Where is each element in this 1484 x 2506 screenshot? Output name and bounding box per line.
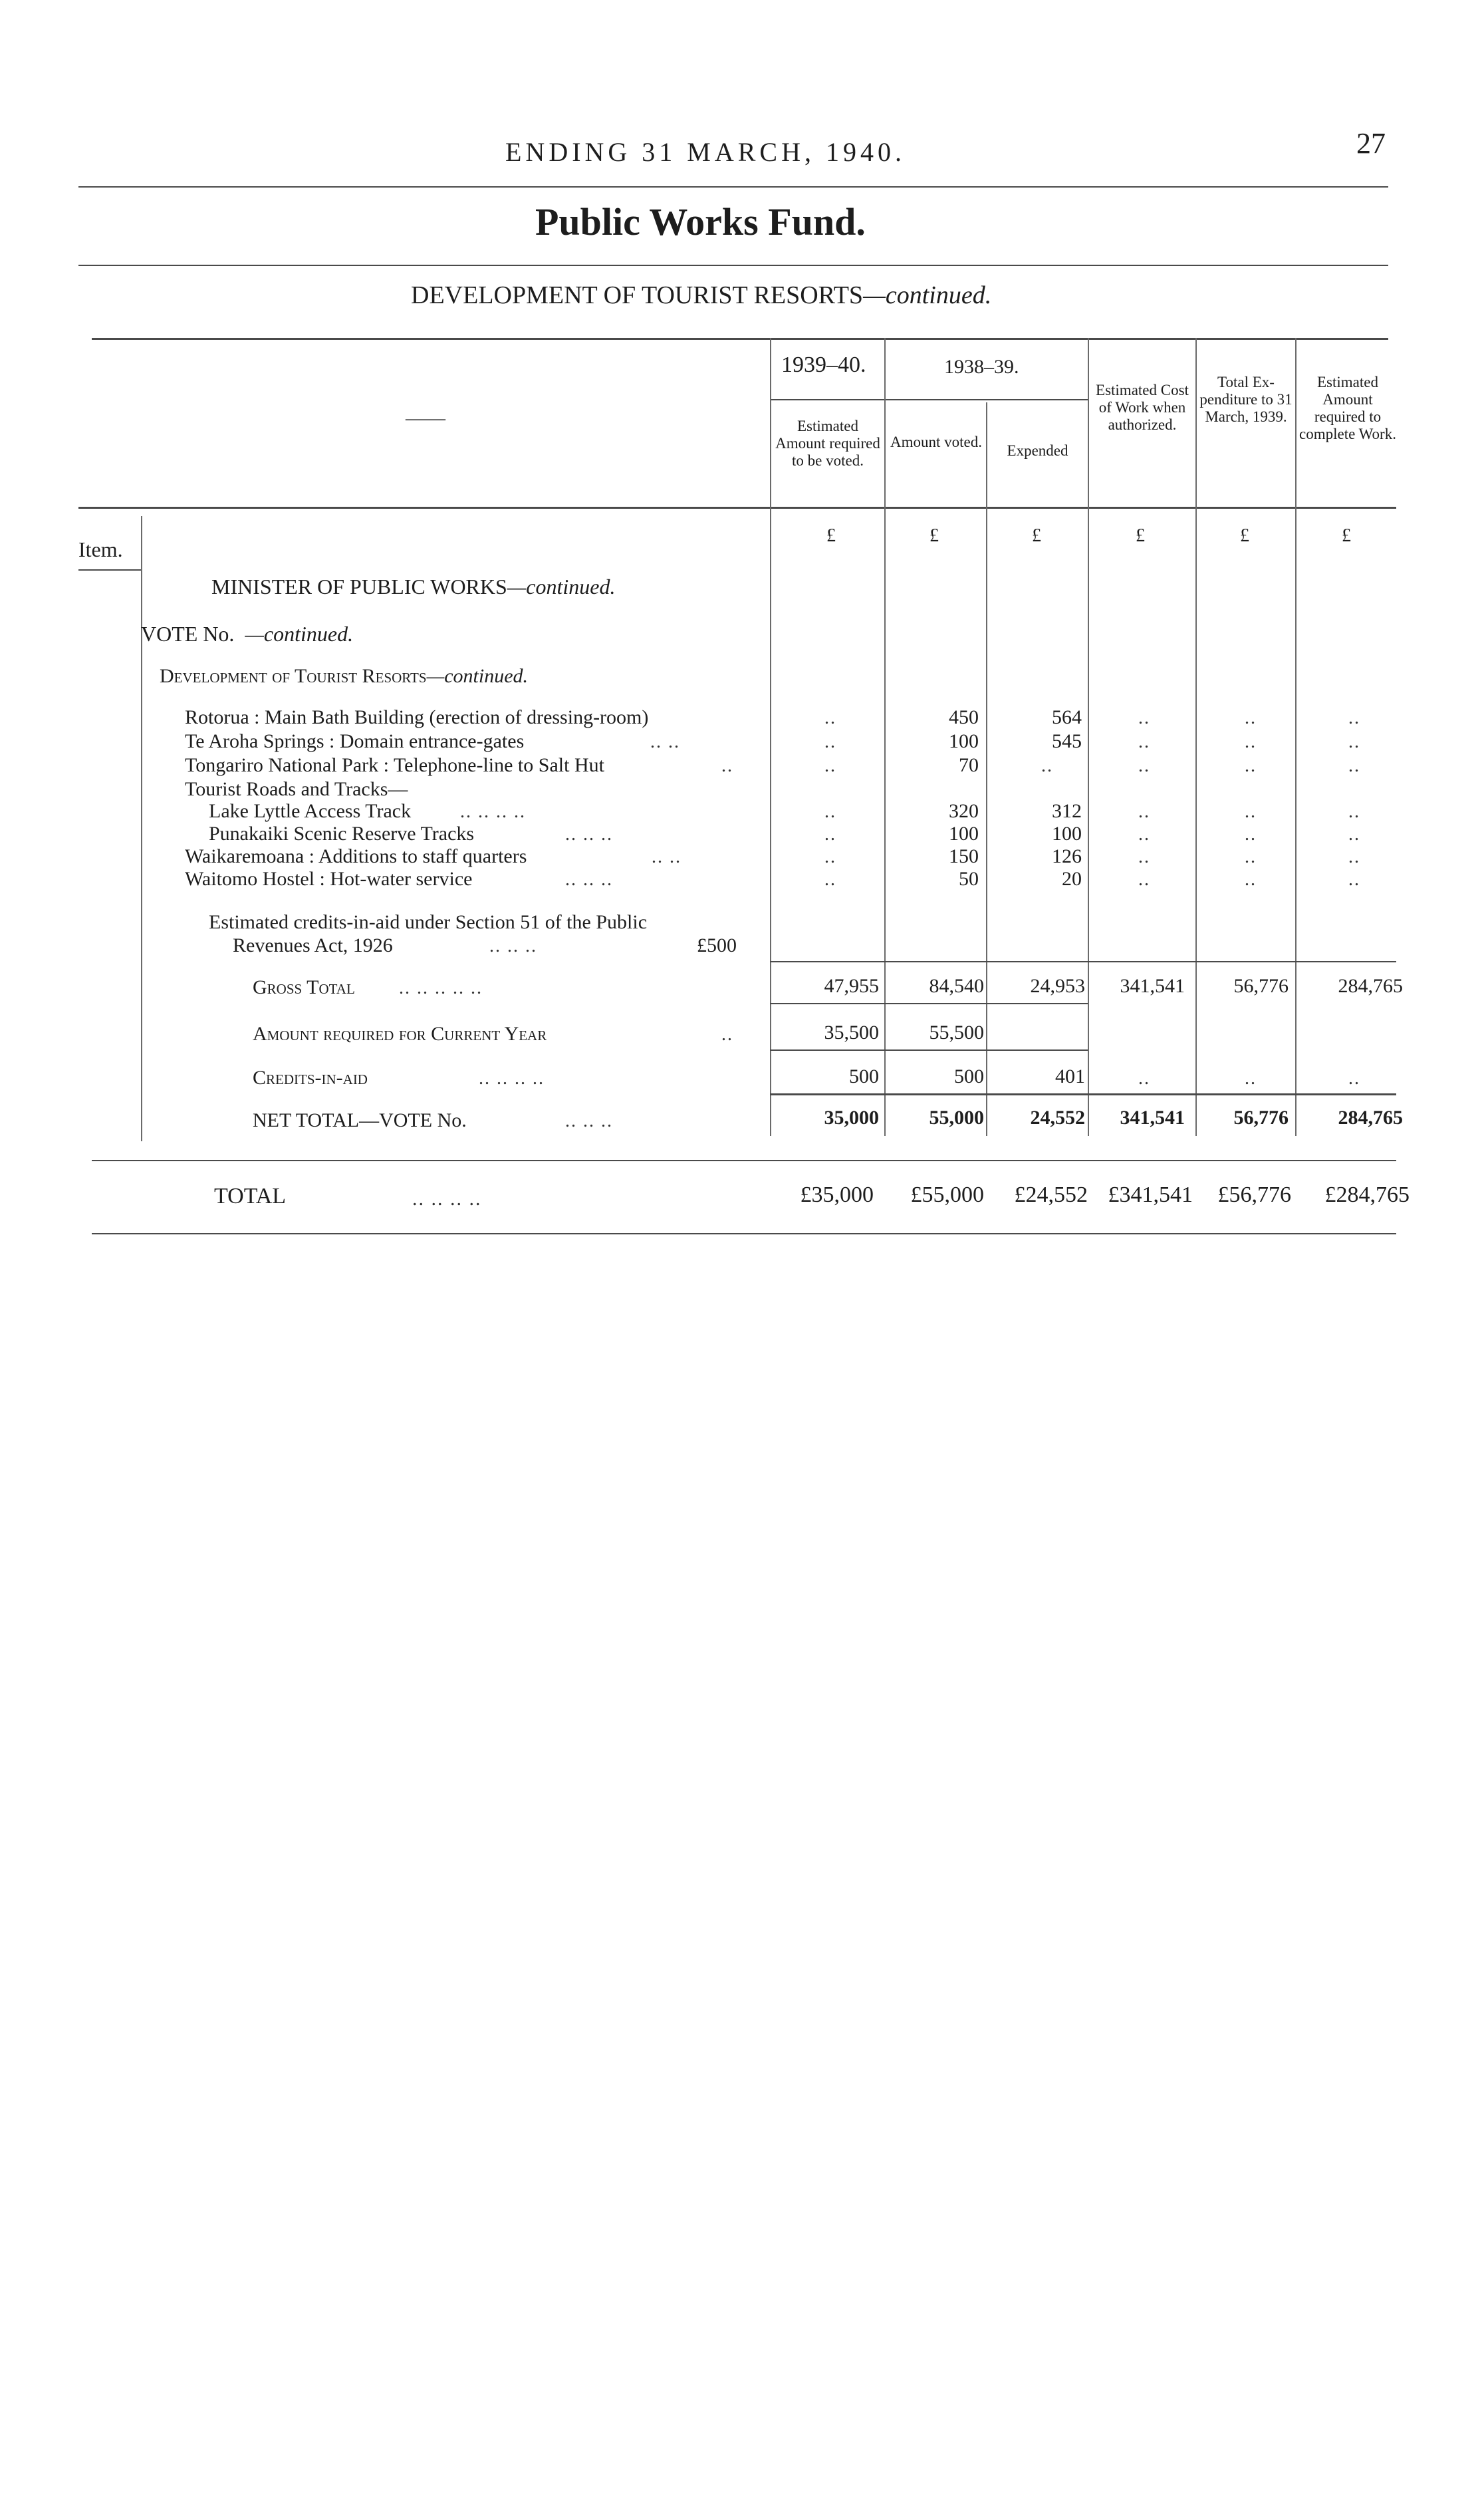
table-row-label: Waikaremoana : Additions to staff quarters [185,845,527,867]
gross-total-leader: .. .. .. .. .. [399,978,483,998]
fund-title: Public Works Fund. [535,200,866,243]
table-row-leader: .. .. .. [565,824,613,845]
pound-col3: £ [1032,525,1041,546]
est-amount-header: Estimated Amount required to be voted. [775,418,880,469]
table-row-voted: 70 [959,754,979,776]
table-row-label: Lake Lyttle Access Track [209,800,412,822]
gross-bottom-rule [770,1003,1088,1004]
credits-in-aid-c5: .. [1245,1068,1257,1089]
table-row-voted: 320 [949,800,979,822]
table-row-expended: 126 [1052,845,1082,867]
item-underline [78,569,141,571]
grand-total-label: TOTAL [214,1184,287,1208]
table-row-c4: .. [1138,732,1150,752]
table-row-leader: .. .. .. [565,869,613,890]
grand-total-c4: £341,541 [1108,1183,1193,1207]
table-row-expended: 545 [1052,730,1082,752]
col-rule-3 [986,402,987,1136]
header-rule [78,186,1388,188]
net-total-c4: 341,541 [1120,1107,1185,1129]
col-rule-5 [1195,338,1197,1136]
running-title: ENDING 31 MARCH, 1940. [505,137,906,167]
grand-top-rule [92,1160,1396,1161]
year-1938-rule [886,399,1088,400]
table-row-c4: .. [1138,869,1150,890]
credits-in-aid-c1: 500 [849,1065,879,1087]
net-total-voted: 55,000 [929,1107,984,1129]
table-row-c6: .. [1348,869,1360,890]
table-row-c5: .. [1245,708,1257,728]
table-top-rule [92,338,1388,340]
grand-total-leader: .. .. .. .. [412,1188,482,1210]
minister-heading-main: MINISTER OF PUBLIC WORKS [211,575,507,599]
year-1939-rule [771,399,884,400]
table-row-c5: .. [1245,801,1257,822]
grand-total-c1: £35,000 [800,1183,874,1207]
expended-header: Expended [1007,442,1068,459]
year-1938-header: 1938–39. [944,356,1019,378]
stub-header-dash: —— [406,407,445,429]
page-number: 27 [1356,127,1386,160]
grand-total-c6: £284,765 [1324,1183,1410,1207]
table-row-expended: 20 [1062,868,1082,890]
table-row-c5: .. [1245,756,1257,776]
col-rule-6 [1295,338,1297,1136]
gross-total-c6: 284,765 [1338,975,1403,997]
credits-in-aid-c4: .. [1138,1068,1150,1089]
gross-total-c4: 341,541 [1120,975,1185,997]
grand-total-expended: £24,552 [1014,1183,1088,1207]
net-total-c5: 56,776 [1233,1107,1289,1129]
table-row-expended: 100 [1052,823,1082,845]
table-row-c1: .. [824,732,836,752]
current-year-label: Amount required for Current Year [253,1023,547,1045]
table-row-c5: .. [1245,732,1257,752]
table-row-expended: 564 [1052,706,1082,728]
grand-total-voted: £55,000 [910,1183,984,1207]
table-row-c6: .. [1348,732,1360,752]
table-row-label: Rotorua : Main Bath Building (erection of dressing-room) [185,706,649,728]
table-row-c5: .. [1245,824,1257,845]
table-row-voted: 50 [959,868,979,890]
net-total-leader: .. .. .. [565,1111,613,1131]
grand-total-c5: £56,776 [1217,1183,1291,1207]
pound-col2: £ [929,525,939,546]
gross-total-expended: 24,953 [1030,975,1085,997]
section-title [411,281,991,310]
table-row-c5: .. [1245,847,1257,867]
year-1939-header: 1939–40. [781,352,866,377]
table-row-c1: .. [824,708,836,728]
net-top-rule [770,1093,1396,1095]
table-row-c4: .. [1138,847,1150,867]
credits-in-aid-leader: .. .. .. .. [479,1068,545,1089]
table-row-c6: .. [1348,847,1360,867]
table-row-c5: .. [1245,869,1257,890]
vote-heading-main: VOTE No. [141,622,235,646]
credits-in-aid-c6: .. [1348,1068,1360,1089]
col-rule-2 [884,338,886,1136]
item-header: Item. [78,537,123,561]
est-complete-header: Estimated Amount required to complete Work. [1299,374,1396,442]
gross-top-rule [770,961,1396,962]
est-cost-header: Estimated Cost of Work when authorized. [1096,382,1189,433]
vote-heading-suffix: —continued. [245,622,354,646]
credits-in-aid-voted: 500 [954,1065,984,1087]
header-bottom-rule [78,507,1396,509]
table-row-voted: 450 [949,706,979,728]
credits-in-aid-label: Credits-in-aid [253,1067,368,1089]
table-row-c4: .. [1138,708,1150,728]
table-row-c6: .. [1348,801,1360,822]
table-row-c1: .. [824,801,836,822]
table-row-c1: .. [824,869,836,890]
table-row-leader: .. .. .. .. [460,801,526,822]
minister-heading-suffix: —continued. [507,575,616,599]
table-row-c4: .. [1138,824,1150,845]
table-row-subheading: Tourist Roads and Tracks— [185,778,408,800]
dev-heading-suffix: —continued. [426,665,529,687]
current-year-c1: 35,500 [824,1022,879,1044]
current-year-bottom-rule [770,1049,1088,1051]
table-row-label: Tongariro National Park : Telephone-line to Salt Hut [185,754,604,776]
col-rule-4 [1088,338,1089,1136]
table-row-leader: .. .. [652,847,681,867]
credits-note-amount: £500 [697,934,737,956]
pound-col6: £ [1342,525,1351,546]
gross-total-voted: 84,540 [929,975,984,997]
table-row-c1: .. [824,824,836,845]
credits-note-line2: Revenues Act, 1926 [233,934,393,956]
gross-total-c5: 56,776 [1233,975,1289,997]
total-exp-header: Total Ex- penditure to 31 March, 1939. [1199,374,1293,425]
credits-note-leader: .. .. .. [489,936,537,956]
section-title-main: DEVELOPMENT OF TOURIST RESORTS [411,281,864,309]
net-total-c6: 284,765 [1338,1107,1403,1129]
table-row-c4: .. [1138,756,1150,776]
minister-heading [211,575,615,599]
gross-total-c1: 47,955 [824,975,879,997]
table-row-c6: .. [1348,756,1360,776]
net-total-c1: 35,000 [824,1107,879,1129]
section-title-suffix: —continued. [863,281,992,309]
current-year-leader: .. [721,1024,733,1045]
dev-heading [160,665,528,688]
table-row-leader: .. .. [650,732,680,752]
col-rule-1 [770,338,771,1136]
table-row-voted: 100 [949,823,979,845]
credits-note-line1: Estimated credits-in-aid under Section 51 of the Public [209,911,648,933]
net-total-expended: 24,552 [1030,1107,1085,1129]
grand-bottom-rule [92,1233,1396,1234]
title-rule [78,265,1388,266]
pound-col5: £ [1240,525,1249,546]
pound-col4: £ [1136,525,1145,546]
current-year-voted: 55,500 [929,1022,984,1044]
table-row-voted: 100 [949,730,979,752]
table-row-label: Waitomo Hostel : Hot-water service [185,868,473,890]
table-row-c6: .. [1348,824,1360,845]
net-total-label: NET TOTAL—VOTE No. [253,1109,467,1131]
vote-heading [141,622,353,646]
table-row-label: Te Aroha Springs : Domain entrance-gates [185,730,525,752]
table-row-label: Punakaiki Scenic Reserve Tracks [209,823,475,845]
table-row-c1: .. [824,756,836,776]
table-row-voted: 150 [949,845,979,867]
gross-total-label: Gross Total [253,976,355,998]
table-row-c6: .. [1348,708,1360,728]
pound-col1: £ [826,525,836,546]
amount-voted-header: Amount voted. [890,434,982,450]
table-row-expended: .. [1041,756,1053,776]
table-row-c1: .. [824,847,836,867]
table-row-expended: 312 [1052,800,1082,822]
table-row-leader: .. [721,756,733,776]
dev-heading-main: Development of Tourist Resorts [160,665,427,687]
item-col-rule [141,516,142,1141]
credits-in-aid-expended: 401 [1055,1065,1085,1087]
table-row-c4: .. [1138,801,1150,822]
